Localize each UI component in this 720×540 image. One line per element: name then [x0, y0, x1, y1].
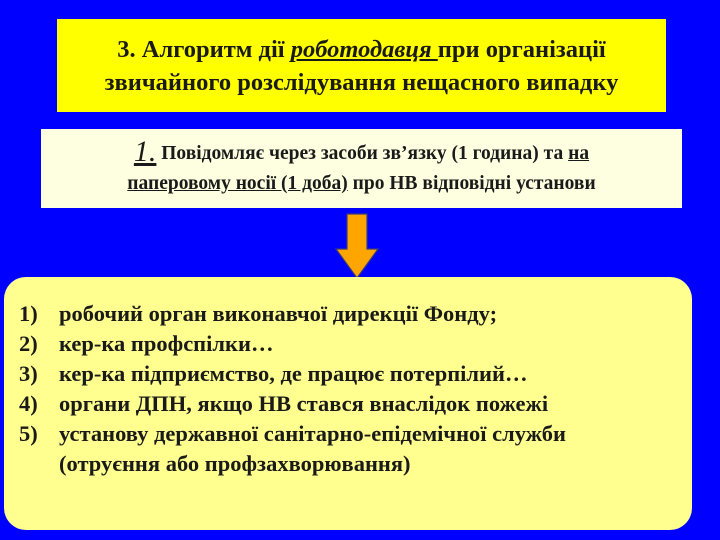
slide-title-box: [57, 19, 666, 112]
list-item: [19, 359, 672, 389]
list-item-number: 4): [19, 391, 38, 416]
recipients-list: [4, 277, 692, 530]
list-item: [19, 389, 672, 419]
slide-title-line-1: [117, 33, 605, 66]
step-text-underlined-2: паперовому носії (1 доба): [127, 173, 348, 194]
title-emphasis: роботодавця: [290, 35, 438, 63]
step-text-a: Повідомляє через засоби зв’язку (1 година) та: [156, 143, 569, 164]
list-item-text: установу державної санітарно-епідемічної служби (отруєння або профзахворювання): [59, 421, 566, 476]
list-item: [19, 329, 672, 359]
list-item: [19, 419, 672, 479]
list-item-number: 1): [19, 301, 38, 326]
list-item-text: кер-ка підприємство, де працює потерпілий…: [59, 361, 528, 386]
list-item-number: 5): [19, 421, 38, 446]
down-arrow-icon: [335, 213, 379, 279]
step-box: [41, 129, 682, 208]
list-item-number: 3): [19, 361, 38, 386]
title-suffix: при організації: [437, 35, 606, 63]
list-item-text: кер-ка профспілки…: [59, 331, 274, 356]
list-item-text: органи ДПН, якщо НВ стався внаслідок пожежі: [59, 391, 549, 416]
step-text-b: про НВ відповідні установи: [347, 173, 596, 194]
list-item: [19, 299, 672, 329]
list-item-text: робочий орган виконавчої дирекції Фонду;: [59, 301, 498, 326]
title-prefix: 3. Алгоритм дії: [117, 35, 291, 63]
list-item-number: 2): [19, 331, 38, 356]
slide-title-line-2: звичайного розслідування нещасного випадку: [104, 68, 619, 96]
step-number: 1.: [133, 135, 157, 168]
step-text-underlined-1: на: [568, 143, 590, 164]
